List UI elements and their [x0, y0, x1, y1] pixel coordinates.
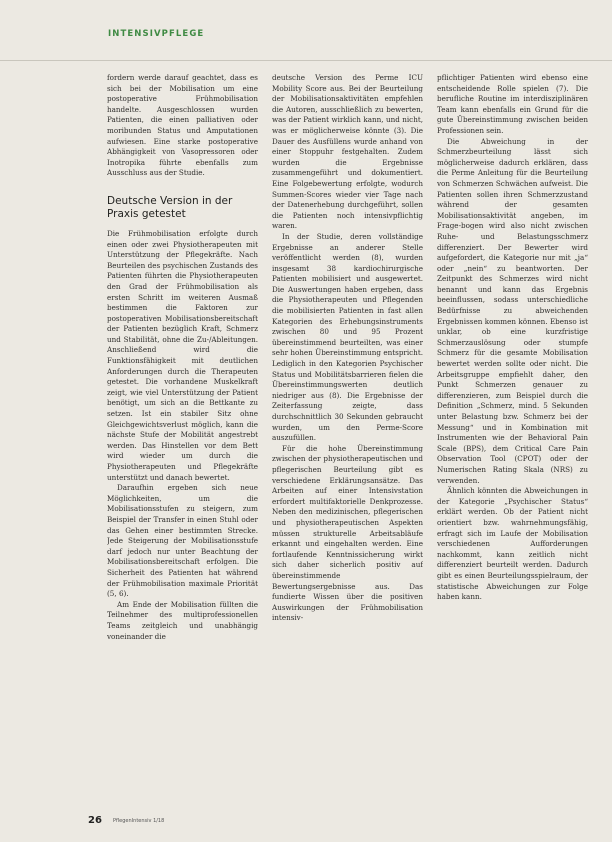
header-band: [0, 0, 612, 61]
article-body: [107, 73, 600, 803]
column-2: [272, 73, 423, 803]
section-label: INTENSIVPFLEGE: [108, 29, 205, 39]
paragraph: Ähnlich könnten die Abweichungen in der Kategorie „Psychischer Status“ erklärt werden. Ob der Patient nicht orientiert bzw. wahrnehmungsfähig, erfragt sich im Laufe der Mobilisation verschiedenen Aufforderungen nachkommt, kann zeitlich nicht differenziert beurteilt werden. Dadurch gibt es einen Beurteilungsspielraum, der statistische Abweichungen zur Folge haben kann.: [437, 486, 588, 602]
column-1: [107, 73, 258, 803]
paragraph: fordern werde darauf geachtet, dass es sich bei der Mobilisation um eine postoperative Frühmobilisation handelte. Ausgeschlossen wurden Patienten, die einen palliativen oder moribunden Status und Amputationen aufwiesen. Eine starke postoperative Abhängigkeit von Vasopressoren oder Inotropika führte ebenfalls zum Ausschluss aus der Studie.: [107, 73, 258, 178]
paragraph: deutsche Version des Perme ICU Mobility Score aus. Bei der Beurteilung der Mobilisationsaktivitäten empfehlen die Autoren, ausschließlich zu bewerten, was der Patient wirklich kann, und nicht, was er möglicherweise könnte (3). Die Dauer des Ausfüllens wurde anhand von einer Stoppuhr festgehalten. Zudem wurden die Ergebnisse zusammengeführt und dokumentiert. Eine Folgebewertung erfolgte, wodurch Summen-Scores wieder vier Tage nach der Datenerhebung durchgeführt, sollen die Patienten noch intensivpflichtig waren.: [272, 73, 423, 231]
paragraph: Die Frühmobilisation erfolgte durch einen oder zwei Physiotherapeuten mit Unterstützung der Pflegekräfte. Nach Beurteilen des psychischen Zustands des Patienten führten die Physiotherapeuten den Grad der Frühmobilisation als ersten Schritt im weiteren Ausmaß bestimmen die Faktoren zur postoperativen Mobilisationsbereitschaft der Patienten bezüglich Kraft, Schmerz und Stabilität, ohne die Zu-/Ableitungen. Anschließend wird die Funktionsfähigkeit mit deutlichen Anforderungen durch die Therapeuten getestet. Die vorhandene Muskelkraft zeigt, wie viel Unterstützung der Patient benötigt, um sich an die Bettkante zu setzen. Ist ein stabiler Sitz ohne Gleichgewichtsverlust möglich, kann die nächste Stufe der Mobilität angestrebt werden. Das Hinstellen vor dem Bett wird wieder um durch die Physiotherapeuten und Pflegekräfte unterstützt und danach bewertet.: [107, 228, 258, 482]
paragraph: Daraufhin ergeben sich neue Möglichkeiten, um die Mobilisationsstufen zu steigern, zum Beispiel der Transfer in einen Stuhl oder das Gehen einer bestimmten Strecke. Jede Steigerung der Mobilisationsstufe darf jedoch nur unter Beachtung der Mobilisationsbereitschaft erfolgen. Die Sicherheit des Patienten hat während der Frühmobilisation maximale Priorität (5, 6).: [107, 483, 258, 599]
paragraph: pflichtiger Patienten wird ebenso eine entscheidende Rolle spielen (7). Die berufliche Routine im interdisziplinären Team kann ebenfalls ein Grund für die gute Übereinstimmung zwischen beiden Professionen sein.: [437, 73, 588, 135]
journal-name: PflegenIntensiv 1/18: [113, 817, 165, 824]
paragraph: Am Ende der Mobilisation füllten die Teilnehmer des multiprofessionellen Teams zeitgleich und unabhängig voneinander die: [107, 599, 258, 641]
paragraph: In der Studie, deren vollständige Ergebnisse an anderer Stelle veröffentlicht werden (8), wurden insgesamt 38 kardiochirurgische Patienten mobilisiert und ausgewertet. Die Auswertungen haben ergeben, dass die Physiotherapeuten und Pflegenden die mobilisierten Patienten in fast allen Kategorien des Erhebungsinstruments zwischen 80 und 95 Prozent übereinstimmend beurteilten, was einer sehr hohen Übereinstimmung entspricht. Lediglich in den Kategorien Psychischer Status und Mobilitätsbarrieren fielen die Übereinstimmungswerten deutlich niedriger aus (8). Die Ergebnisse der Zeiterfassung zeigte, dass durchschnittlich 30 Sekunden gebraucht wurden, um den Perme-Score auszufüllen.: [272, 231, 423, 443]
column-3: [437, 73, 588, 803]
page-number: 26: [88, 815, 102, 826]
paragraph: Für die hohe Übereinstimmung zwischen der physiotherapeutischen und pflegerischen Beurteilung gibt es verschiedene Erklärungsansätze. Das Arbeiten auf einer Intensivstation erfordert multifaktorielle Denkprozesse. Neben den medizinischen, pflegerischen und physiotherapeutischen Aspekten müssen strukturelle Arbeitsabläufe erkannt und eingehalten werden. Eine fortlaufende Kenntnissicherung wirkt sich daher sicherlich positiv auf übereinstimmende Bewertungsergebnisse aus. Das fundierte Wissen über die positiven Auswirkungen der Frühmobilisation intensiv-: [272, 443, 423, 623]
paragraph: Die Abweichung in der Schmerzbeurteilung lässt sich möglicherweise dadurch erklären, dass die Perme Anleitung für die Beurteilung von Schmerzen Schwächen aufweist. Die Patienten sollen ihren Schmerzzustand während der gesamten Mobilisationsaktivität angeben, im Frage-bogen wird also nicht zwischen Ruhe- und Belastungsschmerz differenziert. Der Bewerter wird aufgefordert, die Kategorie nur mit „ja“ oder „nein“ zu beantworten. Der Zeitpunkt des Schmerzes wird nicht benannt und kann das Ergebnis beeinflussen, sodass unterschiedliche Bedürfnisse zu abweichenden Ergebnissen kommen können. Ebenso ist unklar, ob eine kurzfristige Schmerzauslösung oder stumpfe Schmerz für die gesamte Mobilisation bewertet werden sollte oder nicht. Die Arbeitsgruppe empfiehlt daher, den Punkt Schmerzen genauer zu differenzieren, zum Beispiel durch die Definition „Schmerz, mind. 5 Sekunden unter Belastung bzw. Schmerz bei der Messung“ und in Kombination mit Instrumenten wie der Behavioral Pain Scale (BPS), dem Critical Care Pain Observation Tool (CPOT) oder der Numerischen Rating Skala (NRS) zu verwenden.: [437, 136, 588, 485]
section-heading: Deutsche Version in der Praxis getestet: [107, 194, 233, 220]
page-footer: [88, 810, 164, 829]
